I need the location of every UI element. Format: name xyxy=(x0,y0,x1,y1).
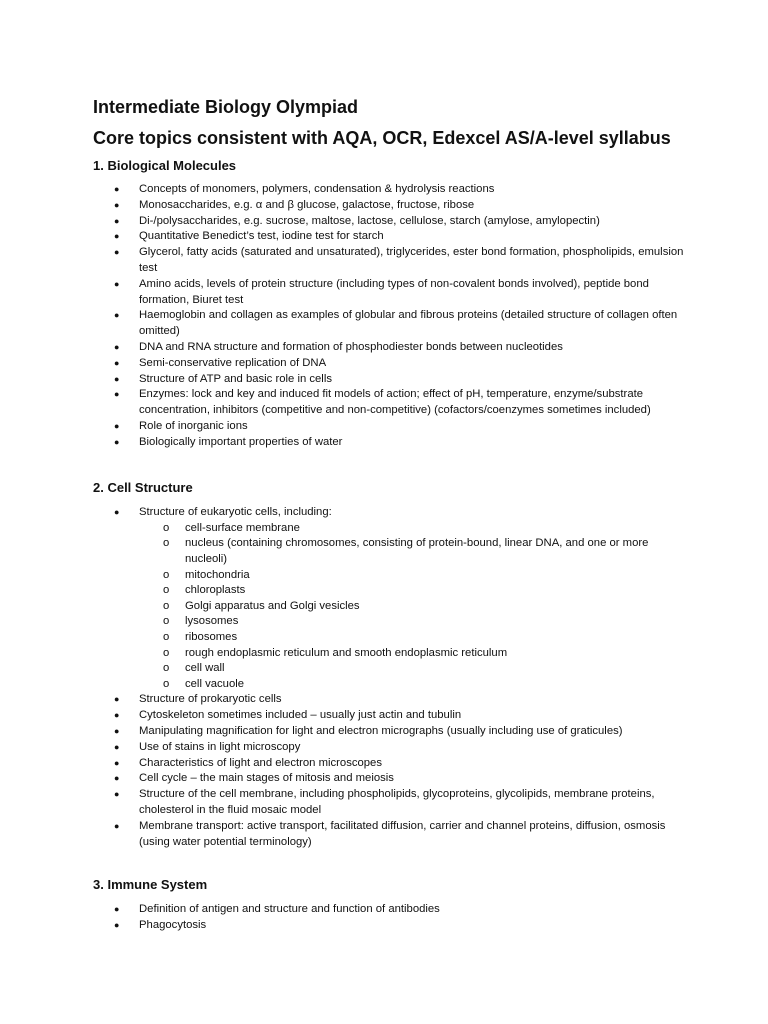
bullet-icon: ● xyxy=(114,757,120,768)
sub-bullet-icon: o xyxy=(163,584,170,597)
bullet-list-cell-structure xyxy=(0,505,768,850)
sub-list-item-text: rough endoplasmic reticulum and smooth endoplasmic reticulum xyxy=(185,646,508,659)
bullet-icon: ● xyxy=(114,436,120,447)
list-item xyxy=(0,819,768,851)
sub-list-item xyxy=(139,614,688,630)
bullet-icon: ● xyxy=(114,278,120,289)
sub-list xyxy=(139,521,688,693)
list-item-text: Use of stains in light microscopy xyxy=(139,740,301,753)
list-item xyxy=(0,435,768,451)
list-item xyxy=(0,308,768,340)
list-item xyxy=(0,340,768,356)
list-item xyxy=(0,902,768,918)
bullet-list-immune-system xyxy=(0,902,768,934)
list-item-text: Structure of eukaryotic cells, including: xyxy=(139,506,332,518)
bullet-list-biological-molecules xyxy=(0,182,768,451)
list-item xyxy=(0,198,768,214)
sub-bullet-icon: o xyxy=(163,521,170,534)
list-item-text: Phagocytosis xyxy=(139,918,207,931)
list-item xyxy=(0,505,768,692)
sub-list-item-text: ribosomes xyxy=(185,630,238,643)
sub-bullet-icon: o xyxy=(163,568,170,581)
list-item-text: Semi-conservative replication of DNA xyxy=(139,356,327,369)
bullet-icon: ● xyxy=(114,231,120,242)
list-item xyxy=(0,387,768,419)
list-item xyxy=(0,787,768,819)
list-item xyxy=(0,372,768,388)
bullet-icon: ● xyxy=(114,919,120,930)
bullet-icon: ● xyxy=(114,420,120,431)
list-item-text: Role of inorganic ions xyxy=(139,419,248,432)
bullet-icon: ● xyxy=(114,389,120,400)
list-item-text: Cytoskeleton sometimes included – usually just actin and tubulin xyxy=(139,709,462,722)
list-item xyxy=(0,724,768,740)
sub-list-item xyxy=(139,568,688,584)
list-item xyxy=(0,277,768,309)
bullet-icon: ● xyxy=(114,710,120,721)
sub-bullet-icon: o xyxy=(163,599,170,612)
sub-list-item xyxy=(139,599,688,615)
list-item-text: Structure of ATP and basic role in cells xyxy=(139,372,332,385)
bullet-icon: ● xyxy=(114,373,120,384)
bullet-icon: ● xyxy=(114,215,120,226)
sub-list-item xyxy=(139,630,688,646)
list-item-text: Enzymes: lock and key and induced fit models of action; effect of pH, temperature, enzyme/substrate concentration, inhibitors (competitive and non-competitive) (cofactors/coenzymes sometimes included) xyxy=(139,388,651,417)
document-subtitle: Core topics consistent with AQA, OCR, Edexcel AS/A-level syllabus xyxy=(93,128,671,148)
document-title: Intermediate Biology Olympiad xyxy=(93,97,359,117)
sub-bullet-icon: o xyxy=(163,615,170,628)
sub-list-item xyxy=(139,583,688,599)
sub-list-item-text: nucleus (containing chromosomes, consisting of protein-bound, linear DNA, and one or more nucleoli) xyxy=(185,537,649,565)
section-heading-cell-structure: 2. Cell Structure xyxy=(93,480,193,495)
list-item xyxy=(0,356,768,372)
list-item-text: Monosaccharides, e.g. α and β glucose, galactose, fructose, ribose xyxy=(139,198,475,211)
list-item xyxy=(0,182,768,198)
list-item-text: Characteristics of light and electron microscopes xyxy=(139,756,382,769)
list-item xyxy=(0,245,768,277)
bullet-icon: ● xyxy=(114,357,120,368)
bullet-icon: ● xyxy=(114,310,120,321)
sub-bullet-icon: o xyxy=(163,537,170,550)
list-item-text: Concepts of monomers, polymers, condensation & hydrolysis reactions xyxy=(139,183,495,195)
bullet-icon: ● xyxy=(114,199,120,210)
bullet-icon: ● xyxy=(114,773,120,784)
list-item-text: Structure of prokaryotic cells xyxy=(139,693,282,706)
bullet-icon: ● xyxy=(114,725,120,736)
list-item-text: Haemoglobin and collagen as examples of globular and fibrous proteins (detailed structure of collagen often omitted) xyxy=(139,309,678,338)
list-item-text: Quantitative Benedict’s test, iodine test for starch xyxy=(139,230,384,243)
bullet-icon: ● xyxy=(114,694,120,705)
section-heading-immune-system: 3. Immune System xyxy=(93,877,208,892)
sub-bullet-icon: o xyxy=(163,677,170,690)
sub-list-item-text: cell wall xyxy=(185,662,225,675)
list-item xyxy=(0,918,768,934)
bullet-icon: ● xyxy=(114,904,120,914)
bullet-icon: ● xyxy=(114,789,120,800)
list-item xyxy=(0,229,768,245)
sub-list-item xyxy=(139,661,688,677)
sub-list-item xyxy=(139,536,688,567)
bullet-icon: ● xyxy=(114,820,120,831)
sub-list-item-text: mitochondria xyxy=(185,568,250,581)
list-item-text: Structure of the cell membrane, including phospholipids, glycoproteins, glycolipids, membrane proteins, cholesterol in the fluid mosaic model xyxy=(139,788,655,816)
list-item xyxy=(0,771,768,787)
sub-list-item xyxy=(139,677,688,693)
list-item-text: Glycerol, fatty acids (saturated and unsaturated), triglycerides, ester bond formation, phospholipids, emulsion test xyxy=(139,246,684,274)
sub-bullet-icon: o xyxy=(163,662,170,675)
list-item xyxy=(0,708,768,724)
list-item-text: Amino acids, levels of protein structure (including types of non-covalent bonds involved), peptide bond formation, Biuret test xyxy=(139,277,649,306)
list-item-text: Membrane transport: active transport, facilitated diffusion, carrier and channel proteins, diffusion, osmosis (using water potential terminology) xyxy=(139,819,666,848)
sub-bullet-icon: o xyxy=(163,646,170,659)
list-item xyxy=(0,756,768,772)
list-item xyxy=(0,692,768,708)
list-item xyxy=(0,214,768,230)
list-item-text: Definition of antigen and structure and function of antibodies xyxy=(139,903,440,915)
bullet-icon: ● xyxy=(114,184,120,194)
bullet-icon: ● xyxy=(114,341,120,352)
list-item xyxy=(0,419,768,435)
sub-list-item xyxy=(139,521,688,537)
sub-list-item-text: chloroplasts xyxy=(185,584,246,597)
sub-list-item-text: Golgi apparatus and Golgi vesicles xyxy=(185,599,360,612)
sub-list-item-text: cell-surface membrane xyxy=(185,521,300,534)
bullet-icon: ● xyxy=(114,507,120,517)
list-item-text: DNA and RNA structure and formation of phosphodiester bonds between nucleotides xyxy=(139,340,563,353)
list-item-text: Biologically important properties of water xyxy=(139,435,343,448)
list-item-text: Manipulating magnification for light and electron micrographs (usually including use of graticules) xyxy=(139,724,623,737)
list-item-text: Cell cycle – the main stages of mitosis and meiosis xyxy=(139,772,394,785)
list-item-text: Di-/polysaccharides, e.g. sucrose, maltose, lactose, cellulose, starch (amylose, amylopectin) xyxy=(139,214,600,227)
sub-list-item-text: lysosomes xyxy=(185,615,239,628)
bullet-icon: ● xyxy=(114,741,120,752)
sub-list-item-text: cell vacuole xyxy=(185,677,245,690)
bullet-icon: ● xyxy=(114,247,120,258)
list-item xyxy=(0,740,768,756)
section-heading-biological-molecules: 1. Biological Molecules xyxy=(93,158,237,173)
sub-list-item xyxy=(139,646,688,662)
sub-bullet-icon: o xyxy=(163,630,170,643)
